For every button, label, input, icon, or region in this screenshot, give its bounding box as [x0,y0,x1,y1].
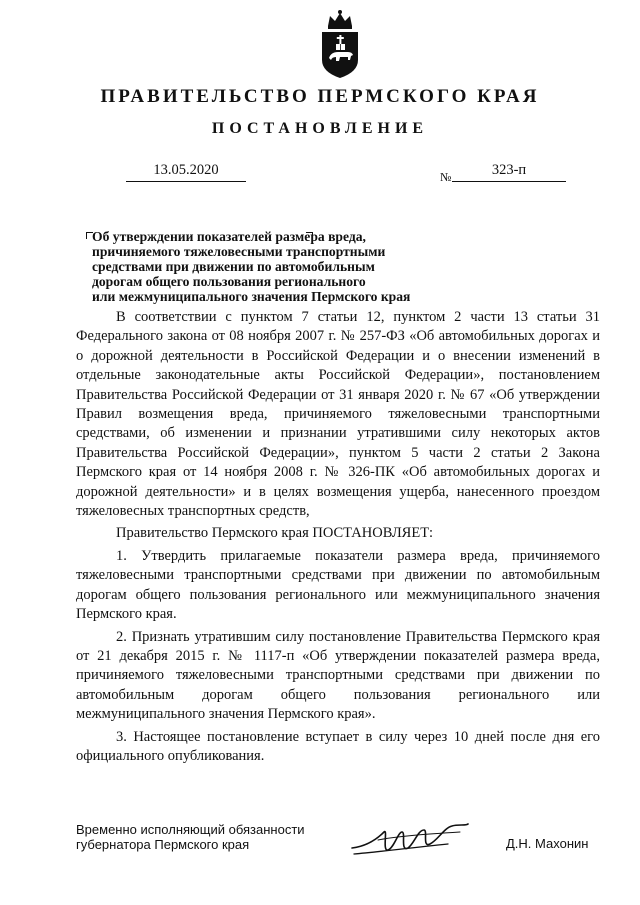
handwritten-signature [348,818,472,862]
document-type: ПОСТАНОВЛЕНИЕ [211,120,429,137]
document-body [76,308,600,769]
body-paragraph-decree: Правительство Пермского края ПОСТАНОВЛЯЕТ: [116,525,434,542]
subject-line: причиняемого тяжеловесными транспортными [92,244,386,259]
subject-line: средствами при движении по автомобильным [92,259,375,274]
government-title: ПРАВИТЕЛЬСТВО ПЕРМСКОГО КРАЯ [100,86,540,107]
coat-of-arms-icon [318,8,362,80]
document-date: 13.05.2020 [126,162,246,182]
signer-name: Д.Н. Махонин [506,836,589,851]
subject-line: дорогам общего пользования регионального [92,274,366,289]
document-number: 323-п [452,162,566,182]
signer-position-line: губернатора Пермского края [76,837,250,852]
body-paragraph-item-2: 2. Признать утратившим силу постановление Правительства Пермского края от 21 декабря 2015 г. № 1117-п «Об утверждении показателей размера вреда, причиняемого тяжеловесными транспортными средствами при движении по автомобильным дорогам общего пользования регионального или межмуниципального значения Пермского края». [76,628,600,723]
body-paragraph-preamble: В соответствии с пунктом 7 статьи 12, пунктом 2 части 13 статьи 31 Федерального закона от 08 ноября 2007 г. № 257-ФЗ «Об автомобильных дорогах и о дорожной деятельности в Российской Федерации и о внесении изменений в отдельные законодательные акты Российской Федерации», постановлением Правительства Российской Федерации от 31 января 2020 г. № 67 «Об утверждении Правил возмещения вреда, причиняемого тяжеловесными транспортными средствами, об изменении и признании утратившими силу некоторых актов Правительства Российской Федерации», пунктом 5 части 2 статьи 2 Закона Пермского края от 14 ноября 2008 г. № 326-ПК «Об автомобильных дорогах и дорожной деятельности» и в целях возмещения ущерба, нанесенного проездом тяжеловесных транспортных средств, [76,309,600,520]
body-paragraph-item-1: 1. Утвердить прилагаемые показатели размера вреда, причиняемого тяжеловесными транспортными средствами при движении по автомобильным дорогам общего пользования регионального или межмуниципального значения Пермского края. [76,547,600,623]
signer-position [76,822,346,852]
subject-line: Об утверждении показателей размера вреда, [92,229,366,244]
document-subject [92,229,472,304]
body-paragraph-item-3: 3. Настоящее постановление вступает в силу через 10 дней после дня его официального опубликования. [76,728,600,764]
subject-line: или межмуниципального значения Пермского края [92,289,411,304]
number-label: № [440,170,452,184]
signer-position-line: Временно исполняющий обязанности [76,822,305,837]
